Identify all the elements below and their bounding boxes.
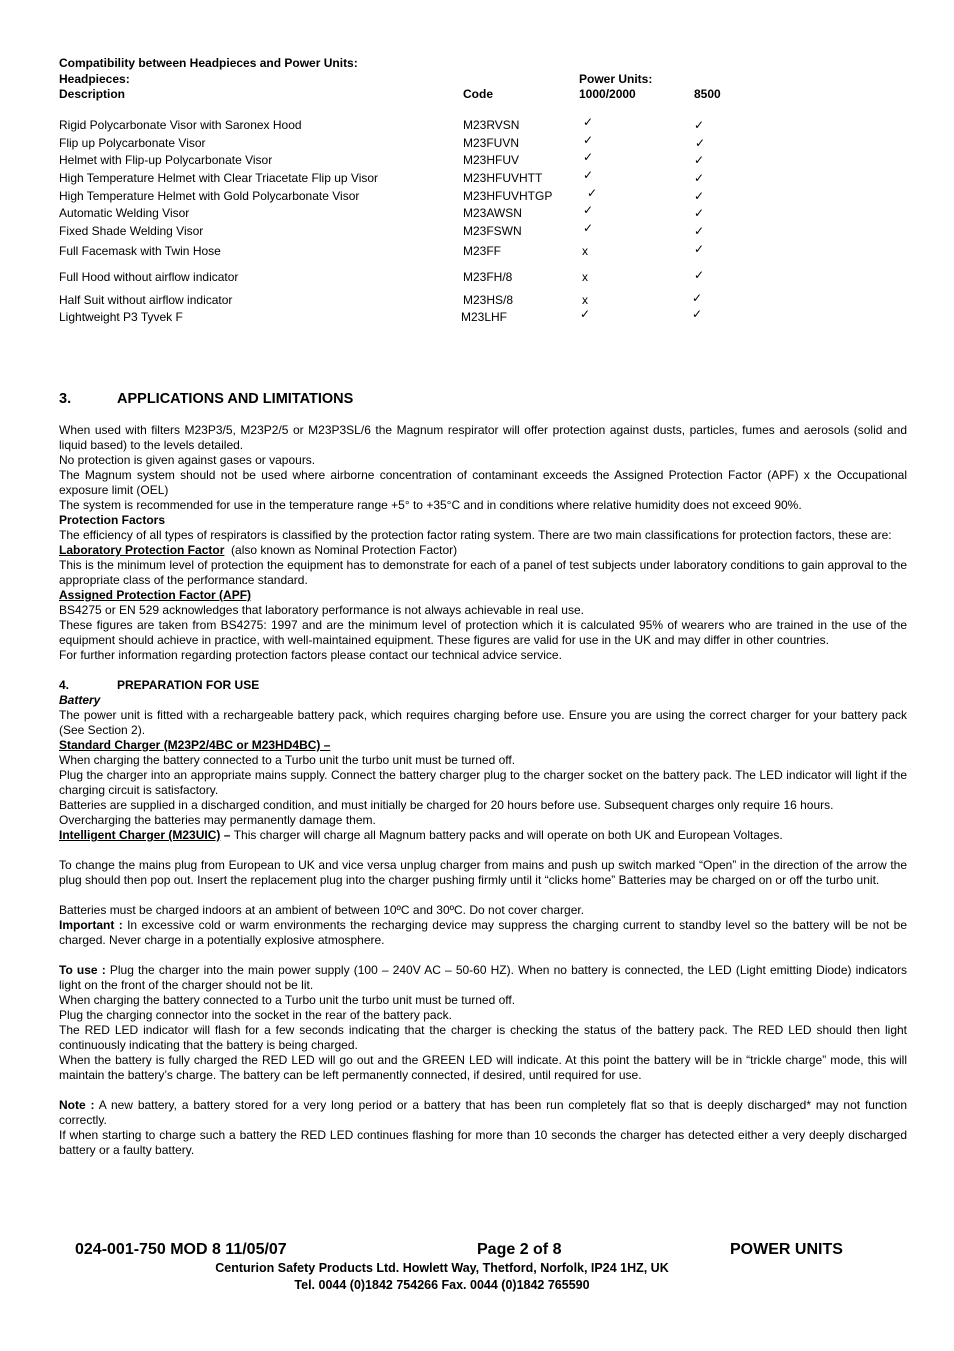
row-code: M23RVSN	[463, 118, 520, 132]
row-1000: ✓	[583, 221, 594, 235]
table-row	[0, 133, 954, 151]
row-8500: ✓	[694, 224, 705, 238]
col-description: Description	[59, 87, 126, 101]
row-code: M23AWSN	[463, 206, 522, 220]
s4-paragraph: The power unit is fitted with a rechargeable battery pack, which requires charging before use. Ensure you are using the correct charger for your battery pack (See Section 2).	[59, 708, 907, 737]
table-row	[0, 115, 954, 133]
row-1000: x	[582, 270, 588, 284]
row-1000: ✓	[583, 203, 594, 217]
body-text	[59, 423, 907, 1158]
compat-title: Compatibility between Headpieces and Power Units:	[59, 56, 358, 70]
row-code: M23HFUV	[463, 153, 520, 167]
table-row	[0, 186, 954, 204]
s3-paragraph: This is the minimum level of protection the equipment has to demonstrate for each of a panel of test subjects under laboratory conditions to gain approval to the appropriate class of the performance standard.	[59, 558, 907, 587]
row-description: High Temperature Helmet with Gold Polycarbonate Visor	[59, 189, 360, 203]
footer-doc-ref: 024-001-750 MOD 8 11/05/07	[75, 1241, 287, 1258]
footer-contact: Tel. 0044 (0)1842 754266 Fax. 0044 (0)1842 765590	[294, 1278, 590, 1292]
row-1000: ✓	[580, 307, 591, 321]
row-code: M23LHF	[461, 310, 508, 324]
row-8500: ✓	[694, 242, 705, 256]
intelligent-charger-dash: –	[220, 828, 234, 842]
intelligent-charger-heading: Intelligent Charger (M23UIC)	[59, 828, 221, 842]
s4-paragraph: Plug the charging connector into the socket in the rear of the battery pack.	[59, 1008, 452, 1022]
s3-paragraph: The efficiency of all types of respirators is classified by the protection factor rating system. There are two main classifications for protection factors, these are:	[59, 528, 892, 542]
row-code: M23HS/8	[463, 293, 514, 307]
s4-paragraph: Batteries are supplied in a discharged condition, and must initially be charged for 20 hours before use. Subsequent charges only require 16 hours.	[59, 798, 834, 812]
important-text: In excessive cold or warm environments the recharging device may suppress the charging current to standby level so the battery will be not be charged. Never charge in a potentially explosive atmosphere.	[59, 918, 907, 947]
row-8500: ✓	[694, 206, 705, 220]
s4-paragraph: When the battery is fully charged the RED LED will go out and the GREEN LED will indicate. At this point the battery will be in “trickle charge” mode, this will maintain the battery’s charge. The battery can be left permanently connected, if desired, until required for use.	[59, 1053, 907, 1082]
row-description: Flip up Polycarbonate Visor	[59, 136, 206, 150]
lpf-heading: Laboratory Protection Factor	[59, 543, 225, 557]
s3-paragraph: When used with filters M23P3/5, M23P2/5 or M23P3SL/6 the Magnum respirator will offer protection against dusts, particles, fumes and aerosols (solid and liquid based) to the levels detailed.	[59, 423, 907, 452]
row-description: Lightweight P3 Tyvek F	[59, 310, 183, 324]
s3-paragraph: BS4275 or EN 529 acknowledges that laboratory performance is not always achievable in real use.	[59, 603, 584, 617]
headpieces-label: Headpieces:	[59, 72, 130, 86]
touse-text: Plug the charger into the main power supply (100 – 240V AC – 50-60 HZ). When no battery is connected, the LED (Light emitting Diode) indicators light on the front of the charger should not be lit.	[59, 963, 907, 992]
table-row	[0, 168, 954, 186]
battery-heading: Battery	[59, 693, 101, 707]
row-code: M23FSWN	[463, 224, 522, 238]
row-description: Fixed Shade Welding Visor	[59, 224, 204, 238]
col-code: Code	[463, 87, 493, 101]
intelligent-charger-text: This charger will charge all Magnum battery packs and will operate on both UK and European Voltages.	[233, 828, 783, 842]
row-8500: ✓	[694, 189, 705, 203]
col-1000: 1000/2000	[579, 87, 636, 101]
touse-label: To use :	[59, 963, 106, 977]
s4-paragraph: To change the mains plug from European to UK and vice versa unplug charger from mains and push up switch marked “Open” in the direction of the arrow the plug should then pop out. Insert the replacement plug into the charger pushing firmly until it “clicks home” Batteries may be charged on or off the turbo unit.	[59, 858, 907, 887]
row-8500: ✓	[692, 307, 703, 321]
s3-paragraph: For further information regarding protection factors please contact our technical advice service.	[59, 648, 562, 662]
footer-page-number: Page 2 of 8	[477, 1241, 562, 1258]
footer-section-name: POWER UNITS	[730, 1241, 843, 1258]
row-1000: ✓	[583, 115, 594, 129]
row-8500: ✓	[694, 118, 705, 132]
s4-paragraph: If when starting to charge such a battery the RED LED continues flashing for more than 10 seconds the charger has detected either a very deeply discharged battery or a faulty battery.	[59, 1128, 907, 1157]
section3-title: APPLICATIONS AND LIMITATIONS	[117, 391, 354, 407]
row-8500: ✓	[694, 268, 705, 282]
s4-paragraph: Batteries must be charged indoors at an ambient of between 10ºC and 30ºC. Do not cover charger.	[59, 903, 585, 917]
row-code: M23FF	[463, 244, 502, 258]
row-description: Full Hood without airflow indicator	[59, 270, 239, 284]
power-units-label: Power Units:	[579, 72, 653, 86]
table-row	[0, 270, 954, 285]
row-description: Rigid Polycarbonate Visor with Saronex Hood	[59, 118, 302, 132]
note-text: A new battery, a battery stored for a very long period or a battery that has been run completely flat so that is deeply discharged* may not function correctly.	[59, 1098, 907, 1127]
row-1000: x	[582, 293, 588, 307]
s3-paragraph: The Magnum system should not be used where airborne concentration of contaminant exceeds the Assigned Protection Factor (APF) x the Occupational exposure limit (OEL)	[59, 468, 907, 497]
row-8500: ✓	[694, 153, 705, 167]
row-description: Half Suit without airflow indicator	[59, 293, 233, 307]
lpf-aside: (also known as Nominal Protection Factor)	[224, 543, 458, 557]
section3-number: 3.	[59, 391, 72, 407]
row-description: High Temperature Helmet with Clear Triacetate Flip up Visor	[59, 171, 379, 185]
note-label: Note :	[59, 1098, 95, 1112]
row-1000: x	[582, 244, 588, 258]
row-description: Full Facemask with Twin Hose	[59, 244, 221, 258]
row-1000: ✓	[583, 150, 594, 164]
s4-paragraph: When charging the battery connected to a Turbo unit the turbo unit must be turned off.	[59, 993, 516, 1007]
footer-company-address: Centurion Safety Products Ltd. Howlett Way, Thetford, Norfolk, IP24 1HZ, UK	[215, 1261, 669, 1275]
table-row	[0, 203, 954, 221]
row-1000: ✓	[587, 186, 598, 200]
table-row	[0, 307, 954, 325]
row-8500: ✓	[695, 136, 706, 150]
table-row	[0, 150, 954, 168]
row-code: M23HFUVHTT	[463, 171, 543, 185]
s4-paragraph: Plug the charger into an appropriate mains supply. Connect the battery charger plug to the charger socket on the battery pack. The LED indicator will light if the charging circuit is satisfactory.	[59, 768, 907, 797]
table-row	[0, 244, 954, 259]
section4-number: 4.	[59, 678, 70, 692]
row-code: M23HFUVHTGP	[463, 189, 553, 203]
s3-paragraph: These figures are taken from BS4275: 1997 and are the minimum level of protection which it is calculated 95% of wearers who are trained in the use of the equipment should achieve in practice, with well-maintained equipment. These figures are valid for use in the UK and may differ in other countries.	[59, 618, 907, 647]
apf-heading: Assigned Protection Factor (APF)	[59, 588, 252, 602]
s3-paragraph: No protection is given against gases or vapours.	[59, 453, 316, 467]
s4-paragraph: When charging the battery connected to a Turbo unit the turbo unit must be turned off.	[59, 753, 516, 767]
section4-title: PREPARATION FOR USE	[117, 678, 260, 692]
table-row	[0, 293, 954, 308]
col-8500: 8500	[694, 87, 721, 101]
protection-factors-heading: Protection Factors	[59, 513, 166, 527]
row-8500: ✓	[692, 291, 703, 305]
note-line	[59, 1098, 907, 1128]
s4-paragraph: Overcharging the batteries may permanently damage them.	[59, 813, 376, 827]
important-line	[59, 918, 907, 948]
touse-line	[59, 963, 907, 993]
row-1000: ✓	[583, 168, 594, 182]
row-description: Helmet with Flip-up Polycarbonate Visor	[59, 153, 273, 167]
standard-charger-heading: Standard Charger (M23P2/4BC or M23HD4BC) –	[59, 738, 331, 752]
lpf-line	[59, 543, 907, 558]
row-description: Automatic Welding Visor	[59, 206, 190, 220]
s4-paragraph: The RED LED indicator will flash for a few seconds indicating that the charger is checking the status of the battery pack. The RED LED should then light continuously indicating that the battery is being charged.	[59, 1023, 907, 1052]
table-row	[0, 221, 954, 239]
row-code: M23FUVN	[463, 136, 520, 150]
row-1000: ✓	[583, 133, 594, 147]
intelligent-charger-line	[59, 828, 907, 843]
row-code: M23FH/8	[463, 270, 513, 284]
section4-heading	[59, 678, 907, 693]
important-label: Important :	[59, 918, 123, 932]
s3-paragraph: The system is recommended for use in the temperature range +5° to +35°C and in conditions where relative humidity does not exceed 90%.	[59, 498, 802, 512]
row-8500: ✓	[694, 171, 705, 185]
